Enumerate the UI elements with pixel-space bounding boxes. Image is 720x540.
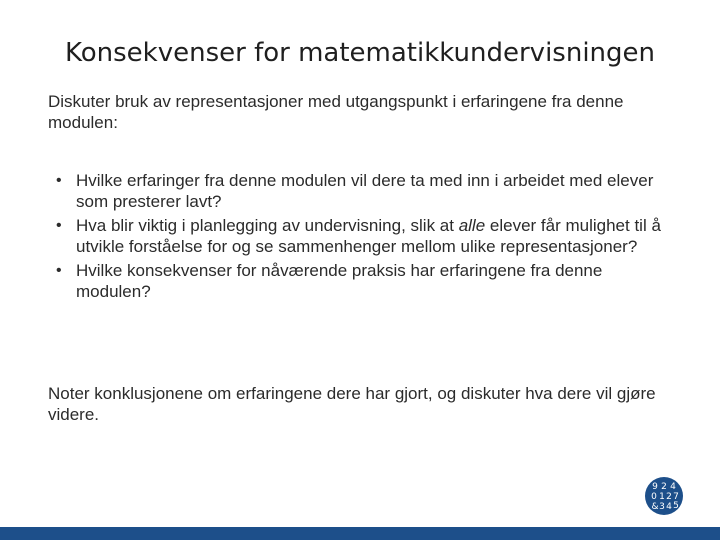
intro-text: Diskuter bruk av representasjoner med utgangspunkt i erfaringene fra denne modulen:: [48, 92, 624, 132]
logo-digit: 2: [661, 482, 667, 492]
logo-digit: 1: [659, 492, 665, 502]
bullet: •: [56, 217, 62, 234]
number-circle-logo-icon: [644, 476, 684, 516]
question-text-start: Hva blir viktig i planlegging av undervisning, slik at: [76, 216, 459, 235]
list-item: [48, 215, 668, 257]
question-list: [48, 170, 668, 305]
logo-digit: &: [651, 502, 659, 512]
bullet: •: [56, 172, 62, 189]
logo-digit: 0: [651, 492, 657, 502]
logo-digit: 7: [673, 492, 679, 502]
list-item: [48, 170, 668, 212]
logo-digit: 4: [670, 482, 676, 492]
slide-title: Konsekvenser for matematikkundervisningen: [64, 38, 655, 68]
logo-digit: 5: [673, 501, 679, 511]
logo-digit: 9: [652, 482, 658, 492]
logo-digit: 2: [666, 492, 672, 502]
bullet: •: [56, 262, 62, 279]
question-text: Hvilke erfaringer fra denne modulen vil dere ta med inn i arbeidet med elever som presterer lavt?: [76, 171, 654, 211]
list-item: [48, 260, 668, 302]
question-text: Hvilke konsekvenser for nåværende praksis har erfaringene fra denne modulen?: [76, 261, 603, 301]
logo-digit: 3: [659, 502, 665, 512]
outro-text: Noter konklusjonene om erfaringene dere har gjort, og diskuter hva dere vil gjøre videre.: [48, 384, 656, 424]
question-text-end: elever får mulighet til å utvikle forståelse for og se sammenhenger mellom ulike representasjoner?: [76, 216, 661, 256]
logo-digit: 4: [666, 502, 672, 512]
footer-bar: [0, 527, 720, 540]
question-text-emphasis: alle: [458, 216, 486, 235]
